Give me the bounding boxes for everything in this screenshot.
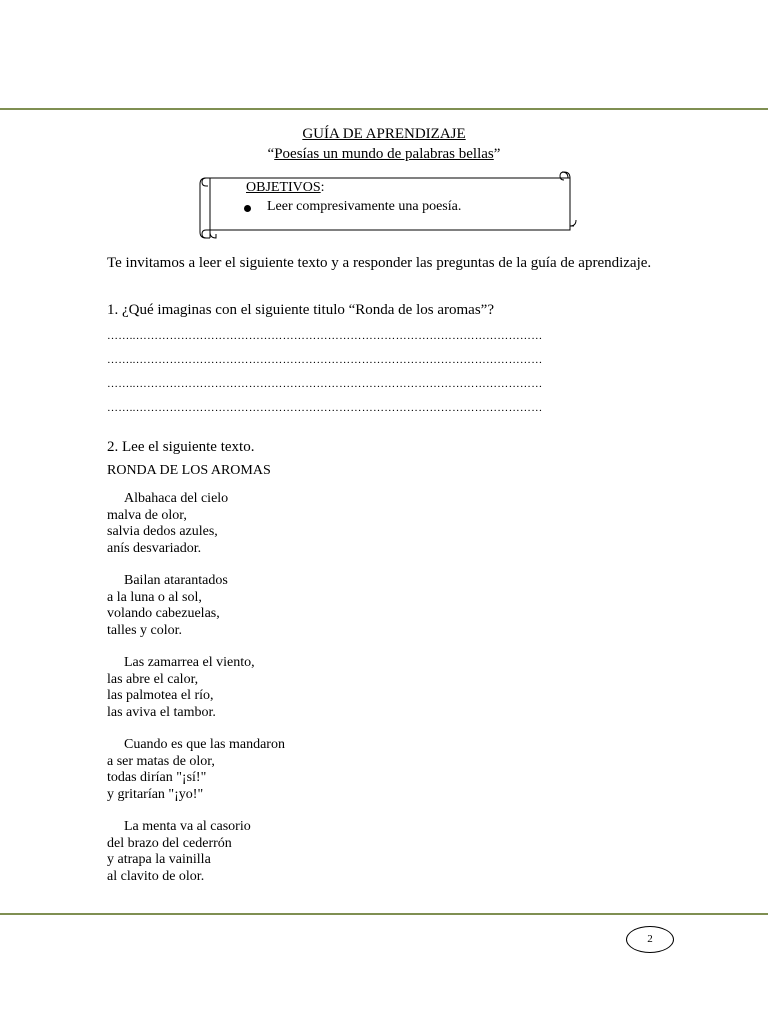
page-number: 2 [626, 926, 674, 953]
intro-paragraph: Te invitamos a leer el siguiente texto y a responder las preguntas de la guía de aprendizaje. [107, 255, 652, 271]
poem-line: todas dirían "¡sí!" [107, 770, 207, 785]
poem-line: Albahaca del cielo [124, 491, 229, 506]
objective-item: Leer compresivamente una poesía. [244, 199, 461, 215]
poem-line: malva de olor, [107, 507, 187, 523]
poem-stanza [107, 573, 228, 639]
poem-line: a ser matas de olor, [107, 753, 215, 769]
poem-line: las palmotea el río, [107, 688, 214, 703]
poem-line: La menta va al casorio [124, 819, 251, 834]
poem-line: del brazo del cederrón [107, 835, 232, 851]
poem-line: las aviva el tambor. [107, 704, 216, 720]
footer-rule [0, 913, 768, 915]
poem-title: RONDA DE LOS AROMAS [107, 463, 271, 478]
poem-stanza [107, 737, 285, 803]
poem-line: Cuando es que las mandaron [124, 737, 285, 752]
header-rule [0, 108, 768, 110]
poem-line: a la luna o al sol, [107, 589, 202, 605]
poem-stanza [107, 655, 255, 721]
poem-line: Las zamarrea el viento, [124, 655, 255, 670]
answer-line[interactable]: ……..……………………………………………………………………………………………… [107, 378, 543, 390]
guide-title: GUÍA DE APRENDIZAJE [302, 126, 466, 142]
poem-stanza [107, 491, 228, 557]
answer-line[interactable]: ……..……………………………………………………………………………………………… [107, 330, 543, 342]
guide-subtitle: “Poesías un mundo de palabras bellas” [267, 146, 501, 162]
poem-line: volando cabezuelas, [107, 606, 220, 621]
answer-line[interactable]: ……..……………………………………………………………………………………………… [107, 354, 543, 366]
question-2: 2. Lee el siguiente texto. [107, 439, 255, 455]
poem-stanza [107, 819, 251, 885]
answer-line[interactable]: ……..……………………………………………………………………………………………… [107, 402, 543, 414]
objectives-scroll [198, 170, 578, 242]
question-1: 1. ¿Qué imaginas con el siguiente titulo “Ronda de los aromas”? [107, 302, 494, 318]
poem-line: Bailan atarantados [124, 573, 228, 588]
poem-line: al clavito de olor. [107, 868, 205, 884]
poem-line: salvia dedos azules, [107, 524, 218, 539]
poem-line: talles y color. [107, 622, 183, 638]
poem-line: anís desvariador. [107, 540, 202, 556]
poem-line: y atrapa la vainilla [107, 852, 211, 867]
poem-line: las abre el calor, [107, 671, 199, 687]
objectives-heading: OBJETIVOS: [246, 180, 325, 195]
bullet-icon [244, 205, 251, 212]
poem-line: y gritarían "¡yo!" [107, 786, 204, 802]
